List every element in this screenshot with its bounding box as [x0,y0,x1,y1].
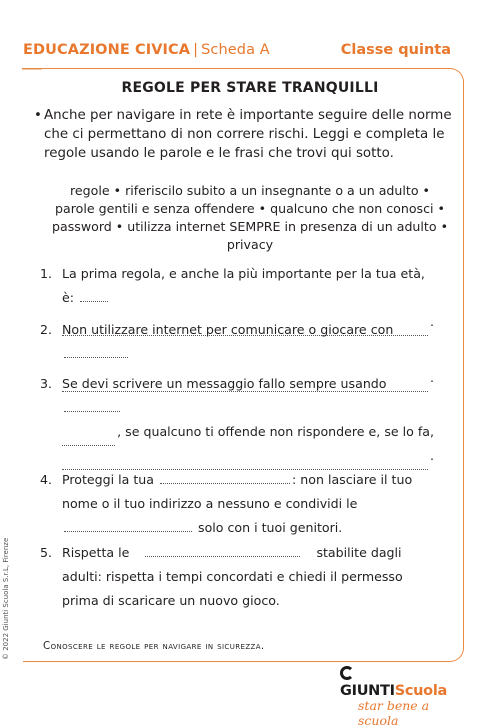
item-number: 1. [40,266,53,281]
logo-brand-b: Scuola [394,683,447,699]
item-text: Rispetta le [62,545,130,560]
logo-brand-a: GIUNTI [340,683,395,699]
item-number: 2. [40,322,53,337]
word-bank-item: utilizza internet SEMPRE in presenza di un adulto [127,219,437,234]
exercise-item-3 [40,372,434,468]
item-text: . [429,448,434,463]
item-text: . [429,314,434,329]
item-text: solo con i tuoi genitori. [198,520,343,535]
header-subject-line [23,42,270,58]
item-text: : non lasciare il tuo nome o il tuo indirizzo a nessuno e condividi le [62,472,413,511]
item-number: 3. [40,376,53,391]
word-bank-item: riferiscilo subito a un insegnante o a un adulto [125,183,419,198]
item-text: Se devi scrivere un messaggio fallo sempre usando [62,376,387,391]
intro-text: Anche per navigare in rete è importante seguire delle norme che ci permettano di non correre rischi. Leggi e completa le regole usando le parole e le frasi che trovi qui sotto. [44,108,452,161]
word-bank-item: parole gentili e senza offendere [55,201,255,216]
worksheet-title: REGOLE PER STARE TRANQUILLI [121,80,379,96]
item-text: Non utilizzare internet per comunicare o giocare con [62,322,394,337]
answer-blank[interactable] [62,444,115,446]
word-bank-item: qualcuno che non conosci [270,201,434,216]
worksheet-footer: Conoscere le regole per navigare in sicurezza. [43,640,265,652]
item-number: 5. [40,545,53,560]
answer-blank[interactable] [64,530,192,532]
subject-label: EDUCAZIONE CIVICA [23,42,191,58]
answer-blank[interactable] [145,555,300,557]
giunti-g-icon [340,666,354,680]
sheet-label: Scheda A [201,42,270,58]
item-text: Proteggi la tua [62,472,155,487]
exercise-item-4 [40,468,434,540]
intro-paragraph [34,106,454,163]
item-text: stabilite dagli adulti: rispetta i tempi concordati e chiedi il permesso prima di scaricare un nuovo gioco. [62,545,403,608]
intro-bullet: • [34,108,42,123]
word-bank: regole • riferiscilo subito a un insegnante o a un adulto • parole gentili e senza offendere • qualcuno che non conosci • password • utilizza internet SEMPRE in presenza di un adulto • privacy [52,183,448,252]
copyright-notice: © 2022 Giunti Scuola S.r.L, Firenze [2,537,10,660]
word-bank-item: password [52,219,112,234]
answer-blank[interactable] [64,356,128,358]
word-bank-item: regole [70,183,110,198]
item-text: La prima regola, e anche la più importante per la tua età, è: [62,266,425,305]
logo-wordmark [340,666,460,699]
grade-label: Classe quinta [340,42,451,58]
header-separator: | [193,42,199,58]
item-text: , se qualcuno ti offende non rispondere e, se lo fa, [117,424,434,439]
answer-blank[interactable] [160,482,290,484]
answer-blank[interactable] [80,300,108,302]
answer-blank[interactable] [64,410,120,412]
word-bank-item: privacy [226,237,274,252]
item-number: 4. [40,472,53,487]
item-text: . [429,370,434,385]
exercise-item-5 [40,541,434,613]
logo-tagline: star bene a scuola [358,698,430,728]
